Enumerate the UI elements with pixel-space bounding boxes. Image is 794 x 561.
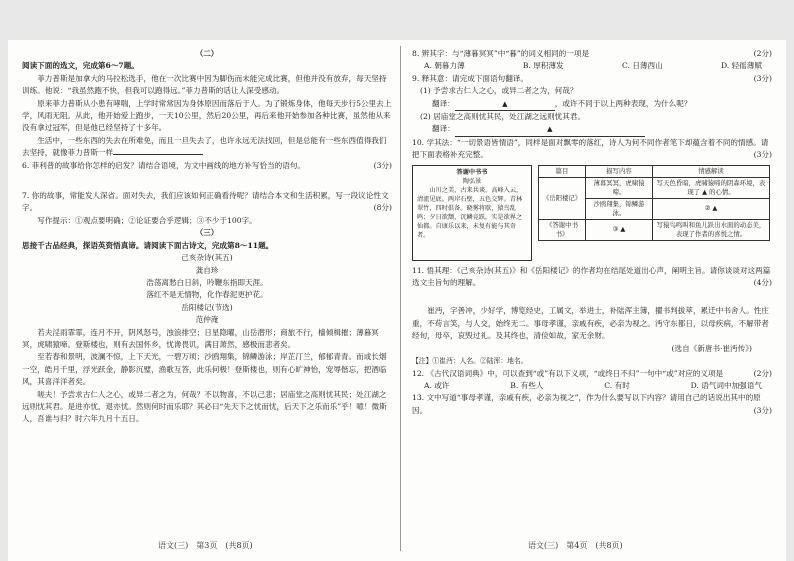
q10-figure <box>412 165 772 265</box>
answer-blank[interactable]: ▲ <box>455 98 555 111</box>
q12-option[interactable]: B. 有些人 <box>510 380 544 390</box>
q10-text: 10. 学其法：“一切景语皆情语”，同样是面对飘零的落红，诗人为何不同作者笔下却蕴含着不同的情感。请把下面表格补充完整。 <box>412 137 769 160</box>
q9-1-tail: ，或许不同于以上两种表现，为什么呢？ <box>554 98 692 108</box>
translation-label: 翻译： <box>432 124 455 134</box>
q9-translation-1 <box>412 98 772 111</box>
poem-box-title: 答谢中书书 <box>456 168 488 176</box>
q12-option[interactable]: C. 有时 <box>604 380 630 390</box>
q9-text: 9. 释其意：请完成下面语句翻译。 <box>412 73 528 83</box>
page-right <box>412 48 772 417</box>
passage-source: (选自《新唐书·崔沔传》) <box>671 343 752 353</box>
table-header-row <box>539 165 770 177</box>
q8-option[interactable]: A. 朝暮力薄 <box>424 61 465 71</box>
q12-options <box>412 380 772 392</box>
q8-text: 8. 辨其字：与“薄暮冥冥”中“暮”的词义相同的一项是 <box>412 49 590 58</box>
table-header: 情感解读 <box>653 165 770 177</box>
q12-text: 12. 《古代汉语词典》中，可以查到“或”有以下义项，“或终日不归”一句中“或”对应的义项是 <box>412 368 724 378</box>
essay-paragraph-1: 若夫淫雨霏霏，连月不开，阴风怒号，浊浪排空；日星隐曜，山岳潜形；商旅不行，樯倾楫摧；薄暮冥冥，虎啸猿啼。登斯楼也，则有去国怀乡，忧谗畏讥，满目萧然，感极而悲者矣。 <box>22 327 379 349</box>
classical-passage: 崔沔，字善冲，少好学，博览经史，工属文，举进士，补陆浑主簿，擢书判拔萃，累迁中书舍人。性庄重，不苟言笑，与人交，始终无二。事母孝谨，亲戚有疾，必亲为视之。沔守东都日，以母疾病，不解带者经旬，母卒，哀毁过礼。及其终也，清俭如故，家无余财。 <box>412 306 769 341</box>
table-cell-content: 沙鸥翔集，锦鳞游泳。 <box>586 198 653 219</box>
q8-option[interactable]: D. 轻徭薄赋 <box>720 61 762 71</box>
table-cell-emotion[interactable]: ② ▲ <box>653 198 770 219</box>
table-row <box>539 177 770 198</box>
answer-blank[interactable] <box>113 154 203 155</box>
table-row <box>539 219 770 240</box>
question-9 <box>412 73 772 85</box>
question-6 <box>22 160 392 172</box>
essay-paragraph-2: 至若春和景明，波澜不惊，上下天光，一碧万顷；沙鸥翔集，锦鳞游泳；岸芷汀兰，郁郁青青。而或长烟一空，皓月千里，浮光跃金，静影沉璧，渔歌互答，此乐何极！登斯楼也，则有心旷神怡，宠辱偕忘，把酒临风，其喜洋洋者矣。 <box>22 352 387 387</box>
answer-blank[interactable]: ▲ <box>455 123 645 136</box>
q12-option[interactable]: A. 或许 <box>424 380 450 390</box>
section-two-heading: （二） <box>195 49 219 58</box>
q6-text: 6. 菲利普的故事给你怎样的启发？请结合语境，为文中画线的地方补写恰当的语句。 <box>22 160 306 170</box>
page-divider <box>400 46 401 551</box>
q10-table <box>538 165 770 241</box>
exam-sheet <box>8 40 786 561</box>
table-cell-content: 薄暮冥冥，虎啸猿啼。 <box>586 177 653 198</box>
q9-item-2: (2) 居庙堂之高则忧其民，处江湖之远则忧其君。 <box>420 112 586 122</box>
q8-options <box>412 60 772 72</box>
instruction-b: 思接千古品经典，探语英资悟真谛。请阅读下面古诗文，完成第8～11题。 <box>22 240 274 250</box>
q9-translation-2 <box>412 123 772 136</box>
q7-hint: 写作提示：①观点要明确；②论证要合乎逻辑；③不少于100字。 <box>37 215 257 225</box>
page-left <box>22 48 392 426</box>
passage-notes: 【注】①崔沔：人名。②陆浑：地名。 <box>412 357 528 366</box>
q13-score: (3分) <box>753 405 772 415</box>
q11-text: 11. 悟其理：《己亥杂诗(其五)》和《岳阳楼记》的作者均在结尾处道出心声，阐明主旨。请你谈谈对这两篇选文主旨句的理解。 <box>412 265 771 288</box>
translation-label: 翻译： <box>432 98 455 108</box>
poem-box-author: 陶弘景 <box>462 177 482 185</box>
question-10 <box>412 137 772 162</box>
q8-option[interactable]: B. 厚积薄发 <box>522 61 564 71</box>
q12-score: (2分) <box>753 368 772 378</box>
table-cell-title: 《答谢中书书》 <box>539 219 586 240</box>
question-13 <box>412 392 772 417</box>
q8-score: (2分) <box>753 49 772 58</box>
question-8 <box>412 48 772 60</box>
q9-item-1: (1) 予尝求古仁人之心，或异二者之为，何哉？ <box>420 86 578 96</box>
question-7 <box>22 190 392 215</box>
section-three-heading: （三） <box>195 228 219 238</box>
paragraph-2: 原来菲力普斯从小患有哮喘，上学时常常因为身体原因而落后于人。为了锻炼身体，他每天步行5公里去上学，风雨无阻。从此，他开始爱上跑步，一天10公里，然后20公里，再后来他开始参加各种比赛，虽然他从来没有拿过冠军，但是他已经坚持了十多年。 <box>22 98 392 133</box>
essay-author: 范仲淹 <box>195 315 219 325</box>
table-cell-title: 《岳阳楼记》 <box>539 177 586 219</box>
paragraph-3-text: 生活中，一些东西的失去在所难免，而且一旦失去了，也许永远无法找回，但是总能有一些东西值得我们去坚持，就像菲力普斯一样 <box>22 135 387 158</box>
poem-line-2: 落红不是无情物，化作春泥更护花。 <box>146 290 268 300</box>
q7-text: 7. 你的故事，常能发人深省。面对失去，我们应该如何正确看待呢？请结合本文和生活积累，写一段议论性文字。 <box>22 191 389 213</box>
paragraph-3 <box>22 135 392 160</box>
poem-title: 己亥杂诗(其五) <box>181 253 233 263</box>
q9-score: (3分) <box>753 73 772 83</box>
question-11 <box>412 265 772 290</box>
essay-paragraph-3: 嗟夫！予尝求古仁人之心，或异二者之为，何哉？不以物喜，不以己悲；居庙堂之高则忧其民；处江湖之远则忧其君。是进亦忧，退亦忧。然则何时而乐耶？其必曰“先天下之忧而忧，后天下之乐而乐”乎！噫！微斯人，吾谁与归？时六年九月十五日。 <box>22 389 387 424</box>
table-cell-emotion[interactable]: 写天色昏暗，虎啸猿啼的阴森环境，表现了 ▲ 的心情。 <box>653 177 770 198</box>
q6-score: (3分) <box>373 160 392 170</box>
table-cell-content[interactable]: ③ ▲ <box>586 219 653 240</box>
question-12 <box>412 368 772 380</box>
poem-line-1: 浩荡离愁白日斜，吟鞭东指即天涯。 <box>146 277 268 287</box>
poem-box-text: 山川之美，古来共谈。高峰入云，清流见底。两岸石壁，五色交辉。青林翠竹，四时俱备。晓雾将歇，猿鸟乱鸣；夕日欲颓，沉鳞竞跃。实是欲界之仙都。自康乐以来，未复有能与其奇者。 <box>417 186 523 239</box>
q11-score: (4分) <box>753 278 772 288</box>
q13-text: 13. 文中写道“事母孝谨，亲戚有疾，必亲为视之”，作为什么要写以下内容？请用自己的话说出其中的原因。 <box>412 393 761 415</box>
q12-option[interactable]: D. 语气词中加强语气 <box>690 380 762 390</box>
instruction-a: 阅读下面的选文，完成第6～7题。 <box>22 61 139 71</box>
table-cell-emotion: 写猿鸟鸣叫和鱼儿跃出水面的动态美，表现了作者的喜悦之情。 <box>653 219 770 240</box>
paragraph-1: 菲力普斯是加拿大的马拉松选手，他在一次比赛中因为脚伤而未能完成比赛，但他并没有放弃，每天坚持训练。他说：“我虽然跑不快，但我可以跑得远。”菲力普斯的话让人深受感动。 <box>22 73 387 96</box>
table-header: 篇目 <box>539 165 586 177</box>
q8-option[interactable]: C. 日薄西山 <box>621 61 663 71</box>
essay-title: 岳阳楼记(节选) <box>181 302 233 312</box>
q7-score: (8分) <box>373 203 392 213</box>
footer-left: 语文(三) 第3页 (共8页) <box>158 541 253 550</box>
footer-right: 语文(三) 第4页 (共8页) <box>528 541 623 550</box>
q10-score: (3分) <box>753 150 772 160</box>
table-header: 描写内容 <box>586 165 653 177</box>
poem-box <box>412 165 532 261</box>
poem-author: 龚自珍 <box>195 265 219 275</box>
